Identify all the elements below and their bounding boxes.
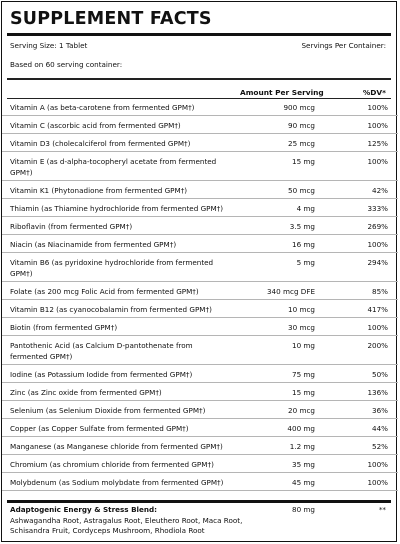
nutrient-dv: 200%: [367, 341, 388, 350]
nutrient-row: [2, 199, 398, 217]
nutrient-row: [2, 235, 398, 253]
nutrient-name: Copper (as Copper Sulfate from fermented GPM†): [10, 424, 189, 433]
nutrient-amount: 30 mcg: [288, 323, 315, 332]
serving-size: Serving Size: 1 Tablet: [10, 41, 88, 50]
blend-title: Adaptogenic Energy & Stress Blend:: [10, 505, 158, 514]
nutrient-dv: 136%: [367, 388, 388, 397]
nutrient-row: [2, 437, 398, 455]
nutrient-amount: 90 mcg: [288, 121, 315, 130]
nutrient-name: Selenium (as Selenium Dioxide from fermented GPM†): [10, 406, 206, 415]
nutrient-amount: 50 mcg: [288, 186, 315, 195]
nutrient-list: [2, 98, 398, 491]
nutrient-name: Folate (as 200 mcg Folic Acid from fermented GPM†): [10, 287, 199, 296]
nutrient-row: [2, 300, 398, 318]
nutrient-name: Vitamin A (as beta-carotene from fermented GPM†): [10, 103, 195, 112]
nutrient-name: Pantothenic Acid (as Calcium D-pantothenate from fermented GPM†): [10, 341, 193, 361]
nutrient-dv: 417%: [367, 305, 388, 314]
nutrient-dv: 100%: [367, 157, 388, 166]
nutrient-dv: 100%: [367, 460, 388, 469]
nutrient-dv: 100%: [367, 121, 388, 130]
nutrient-name: Biotin (from fermented GPM†): [10, 323, 118, 332]
nutrient-name: Vitamin E (as d-alpha-tocopheryl acetate from fermented GPM†): [10, 157, 217, 177]
nutrient-row: [2, 217, 398, 235]
nutrient-amount: 20 mcg: [288, 406, 315, 415]
nutrient-dv: 36%: [372, 406, 388, 415]
nutrient-name: Iodine (as Potassium Iodide from fermented GPM†): [10, 370, 193, 379]
nutrient-amount: 340 mcg DFE: [266, 287, 315, 296]
nutrient-amount: 3.5 mg: [289, 222, 315, 231]
nutrient-row: [2, 152, 398, 181]
nutrient-name: Vitamin B12 (as cyanocobalamin from fermented GPM†): [10, 305, 212, 314]
nutrient-amount: 15 mg: [292, 157, 315, 166]
nutrient-dv: 294%: [367, 258, 388, 267]
nutrient-name: Vitamin K1 (Phytonadione from fermented GPM†): [10, 186, 188, 195]
nutrient-dv: 52%: [372, 442, 388, 451]
container-basis: Based on 60 serving container:: [10, 60, 123, 69]
header-top-rule: [7, 78, 391, 80]
amount-header: Amount Per Serving: [240, 88, 324, 97]
nutrient-amount: 10 mcg: [288, 305, 315, 314]
blend-ingredients: Ashwagandha Root, Astragalus Root, Eleuthero Root, Maca Root, Schisandra Fruit, Cordyceps Mushroom, Rhodiola Root: [10, 515, 243, 535]
nutrient-amount: 16 mg: [292, 240, 315, 249]
blend-name: [2, 504, 260, 537]
nutrient-row: [2, 318, 398, 336]
nutrient-amount: 10 mg: [292, 341, 315, 350]
nutrient-row: [2, 383, 398, 401]
blend-dv: **: [378, 505, 386, 514]
nutrient-row: [2, 455, 398, 473]
servings-per-container: Servings Per Container:: [301, 41, 386, 50]
nutrient-dv: 42%: [372, 186, 388, 195]
title-rule: [7, 33, 391, 36]
nutrient-name: Chromium (as chromium chloride from fermented GPM†): [10, 460, 214, 469]
blend-row: [2, 504, 398, 537]
nutrient-dv: 44%: [372, 424, 388, 433]
nutrient-row: [2, 181, 398, 199]
nutrient-row: [2, 365, 398, 383]
nutrient-amount: 25 mcg: [288, 139, 315, 148]
nutrient-amount: 15 mg: [292, 388, 315, 397]
nutrient-name: Niacin (as Niacinamide from fermented GPM†): [10, 240, 177, 249]
nutrient-row: [2, 116, 398, 134]
nutrient-name: Vitamin D3 (cholecalciferol from fermented GPM†): [10, 139, 191, 148]
nutrient-amount: 5 mg: [296, 258, 315, 267]
nutrient-name: Molybdenum (as Sodium molybdate from fermented GPM†): [10, 478, 224, 487]
nutrient-dv: 125%: [367, 139, 388, 148]
nutrient-dv: 100%: [367, 103, 388, 112]
nutrient-name: Vitamin C (ascorbic acid from fermented GPM†): [10, 121, 181, 130]
nutrient-name: Thiamin (as Thiamine hydrochloride from fermented GPM†): [10, 204, 224, 213]
nutrient-name: Manganese (as Manganese chloride from fermented GPM†): [10, 442, 223, 451]
nutrient-row: [2, 282, 398, 300]
nutrient-name: Vitamin B6 (as pyridoxine hydrochloride from fermented GPM†): [10, 258, 214, 278]
nutrient-amount: 900 mcg: [283, 103, 315, 112]
nutrient-row: [2, 134, 398, 152]
nutrient-amount: 1.2 mg: [289, 442, 315, 451]
nutrient-row: [2, 473, 398, 491]
nutrient-dv: 269%: [367, 222, 388, 231]
nutrient-row: [2, 98, 398, 116]
nutrient-name: Zinc (as Zinc oxide from fermented GPM†): [10, 388, 162, 397]
nutrient-amount: 4 mg: [296, 204, 315, 213]
nutrient-dv: 85%: [372, 287, 388, 296]
nutrient-amount: 400 mg: [287, 424, 315, 433]
dv-header: %DV*: [362, 88, 386, 97]
panel-title: SUPPLEMENT FACTS: [10, 9, 212, 29]
nutrient-row: [2, 253, 398, 282]
nutrient-name: Riboflavin (from fermented GPM†): [10, 222, 133, 231]
blend-amount: 80 mg: [292, 505, 315, 514]
blend-rule: [7, 500, 391, 503]
nutrient-row: [2, 401, 398, 419]
nutrient-dv: 100%: [367, 240, 388, 249]
nutrient-dv: 100%: [367, 478, 388, 487]
nutrient-dv: 333%: [367, 204, 388, 213]
nutrient-dv: 50%: [372, 370, 388, 379]
nutrient-row: [2, 336, 398, 365]
nutrient-amount: 35 mg: [292, 460, 315, 469]
nutrient-amount: 75 mg: [292, 370, 315, 379]
nutrient-amount: 45 mg: [292, 478, 315, 487]
supplement-facts-panel: [1, 1, 397, 542]
nutrient-row: [2, 419, 398, 437]
nutrient-dv: 100%: [367, 323, 388, 332]
